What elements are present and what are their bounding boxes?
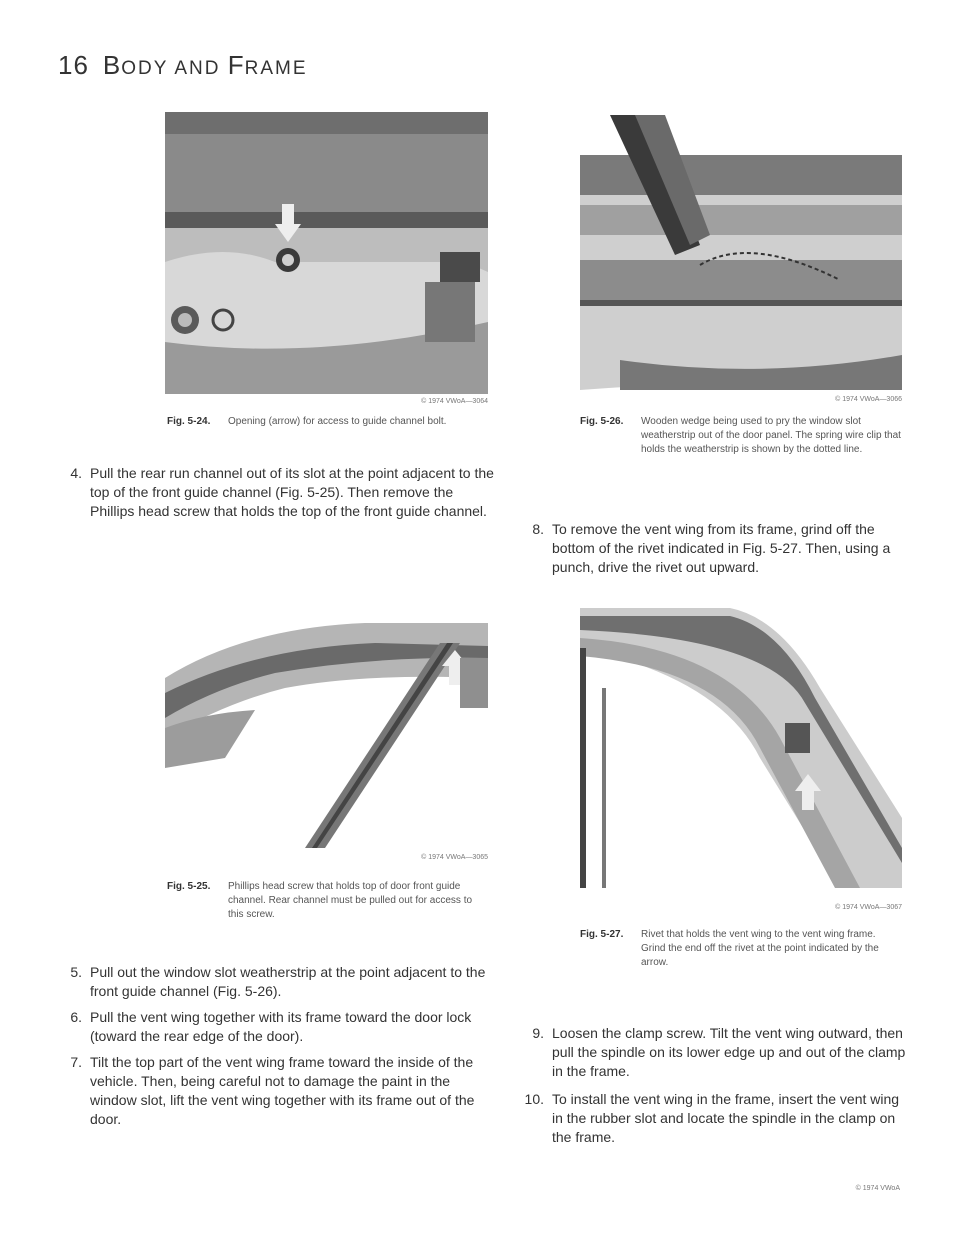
step-number: 5. xyxy=(70,964,82,980)
credit-fig-5-27: © 1974 VWoA—3067 xyxy=(835,904,902,911)
caption-label: Fig. 5-27. xyxy=(580,929,624,940)
caption-fig-5-24 xyxy=(167,415,490,429)
step-4 xyxy=(62,464,494,521)
step-number: 6. xyxy=(70,1009,82,1025)
caption-label: Fig. 5-24. xyxy=(167,416,211,427)
caption-fig-5-26 xyxy=(580,415,902,457)
caption-fig-5-25 xyxy=(167,880,490,922)
step-5 xyxy=(62,963,494,1001)
photo-fig-5-27 xyxy=(580,608,902,888)
credit-fig-5-26: © 1974 VWoA—3066 xyxy=(835,396,902,403)
credit-fig-5-24: © 1974 VWoA—3064 xyxy=(421,398,488,405)
page-number: 16 xyxy=(58,50,89,80)
step-text: Pull the rear run channel out of its slot at the point adjacent to the top of the front guide channel (Fig. 5-25). Then remove the Phillips head screw that holds the top of the front guide channel. xyxy=(90,465,494,519)
step-10 xyxy=(524,1090,907,1147)
credit-fig-5-25: © 1974 VWoA—3065 xyxy=(421,854,488,861)
title-initial-f: F xyxy=(227,50,245,80)
step-text: Tilt the top part of the vent wing frame toward the inside of the vehicle. Then, being careful not to damage the paint in the window slot, lift the vent wing together with its frame out of the door. xyxy=(90,1054,475,1127)
photo-fig-5-25 xyxy=(165,618,488,848)
caption-fig-5-27 xyxy=(580,928,902,970)
step-text: Pull out the window slot weatherstrip at the point adjacent to the front guide channel (Fig. 5-26). xyxy=(90,964,486,999)
photo-fig-5-24 xyxy=(165,112,488,394)
title-initial-b: B xyxy=(102,50,122,80)
caption-text: Rivet that holds the vent wing to the vent wing frame. Grind the end off the rivet at the point indicated by the arrow. xyxy=(641,929,879,968)
step-number: 9. xyxy=(532,1025,544,1041)
title-part-1: ODY AND xyxy=(121,58,228,79)
step-6 xyxy=(62,1008,494,1046)
caption-text: Phillips head screw that holds top of door front guide channel. Rear channel must be pulled out for access to this screw. xyxy=(228,881,473,920)
caption-text: Wooden wedge being used to pry the window slot weatherstrip out of the door panel. The spring wire clip that holds the weatherstrip is shown by the dotted line. xyxy=(641,416,901,455)
step-8 xyxy=(524,520,907,577)
footer-credit: © 1974 VWoA xyxy=(855,1185,900,1192)
step-text: To install the vent wing in the frame, insert the vent wing in the rubber slot and locate the spindle in the clamp on the frame. xyxy=(552,1091,900,1145)
page-header xyxy=(58,50,308,81)
step-number: 8. xyxy=(532,521,544,537)
step-7 xyxy=(62,1053,494,1129)
step-number: 4. xyxy=(70,465,82,481)
step-number: 10. xyxy=(524,1091,544,1107)
step-text: Loosen the clamp screw. Tilt the vent wing outward, then pull the spindle on its lower edge up and out of the clamp in the frame. xyxy=(552,1025,906,1079)
step-text: To remove the vent wing from its frame, grind off the bottom of the rivet indicated in Fig. 5-27. Then, using a punch, drive the rivet out upward. xyxy=(552,521,891,575)
title-part-2: RAME xyxy=(244,58,308,79)
step-number: 7. xyxy=(70,1054,82,1070)
photo-fig-5-26 xyxy=(580,115,902,390)
step-text: Pull the vent wing together with its frame toward the door lock (toward the rear edge of the door). xyxy=(90,1009,472,1044)
caption-text: Opening (arrow) for access to guide channel bolt. xyxy=(228,416,447,427)
caption-label: Fig. 5-25. xyxy=(167,881,211,892)
step-9 xyxy=(524,1024,907,1081)
caption-label: Fig. 5-26. xyxy=(580,416,624,427)
